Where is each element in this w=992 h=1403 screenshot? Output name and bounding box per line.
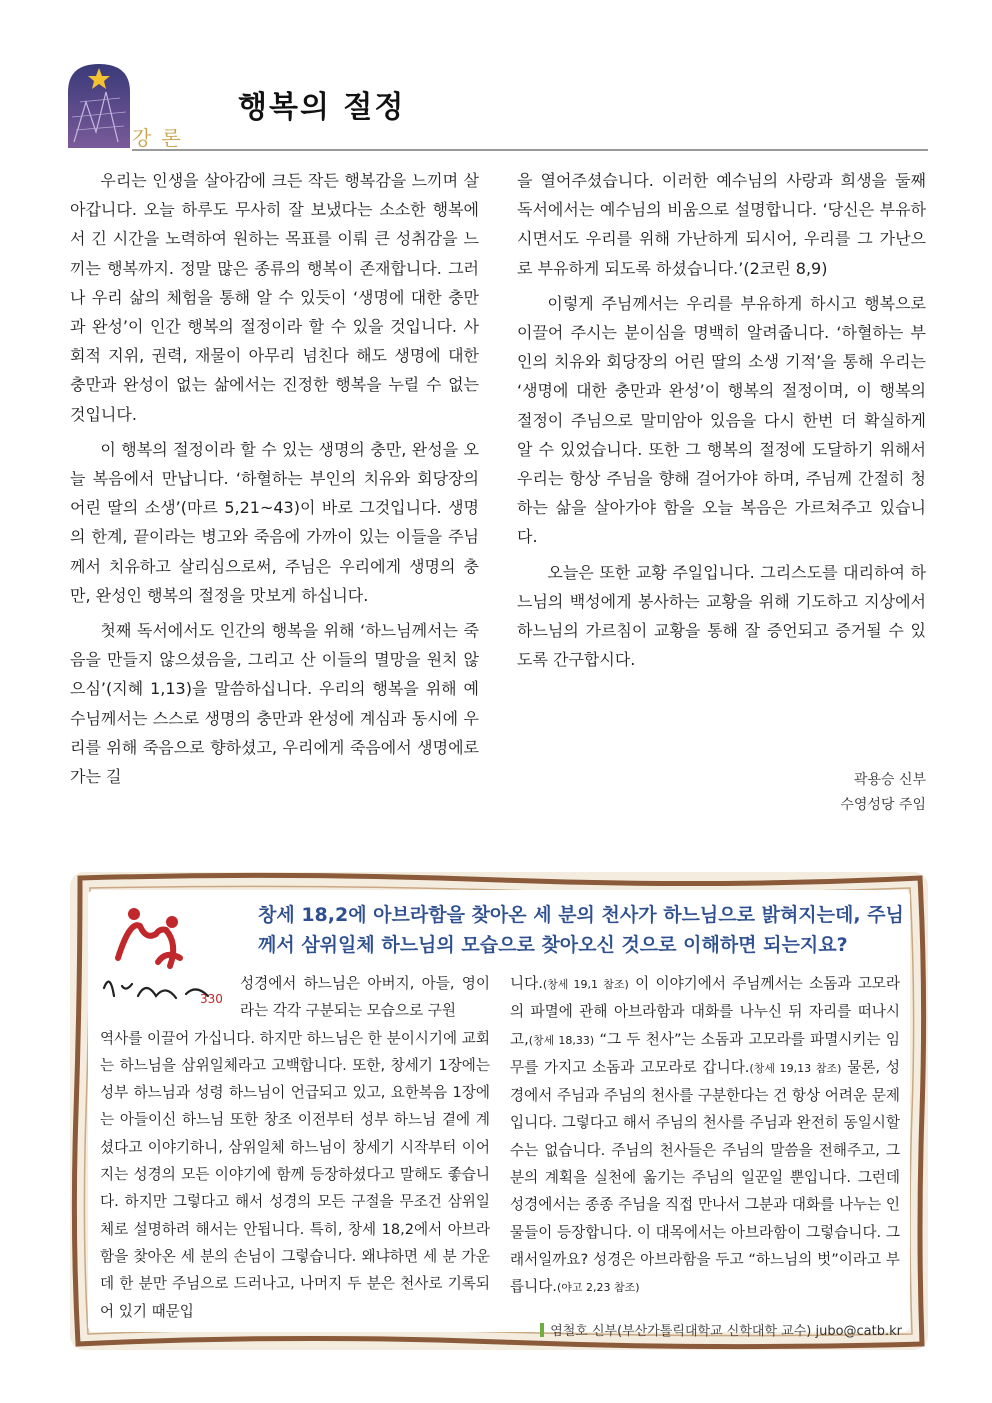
homily-right-column [517, 166, 926, 680]
signature-role: 수영성당 주임 [840, 797, 926, 813]
bible-reference: (창세 19,13 참조) [749, 1061, 842, 1075]
qa-author [540, 1320, 902, 1339]
bible-reference: (창세 18,33) [528, 1033, 595, 1047]
qa-answer-text: 역사를 이끌어 가십니다. 하지만 하느님은 한 분이시기에 교회는 하느님을 삼위일체라고 고백합니다. 또한, 창세기 1장에는 성부 하느님과 성령 하느님이 언급되고 있고, 요한복음 1장에는 아들이신 하느님 또한 창조 이전부터 성부 하느님 곁에 계셨다고 이야기하니, 삼위일체 하느님이 창세기 시작부터 이어지는 성경의 모든 이야기에 함께 등장하셨다고 말해도 좋습니다. 하지만 그렇다고 해서 성경의 모든 구절을 무조건 삼위일체로 설명하려 해서는 안됩니다. 특히, 창세 18,2에서 아브라함을 찾아온 세 분의 손님이 그렇습니다. 왜냐하면 세 분 가운데 한 분만 주님으로 드러나고, 나머지 두 분은 천사로 기록되어 있기 때문입 [100, 1029, 490, 1320]
page-title: 행복의 절정 [238, 90, 406, 125]
qa-answer-intro: 성경에서 하느님은 아버지, 아들, 영이라는 각각 구분되는 모습으로 구원 [240, 975, 490, 1020]
title-divider [132, 149, 928, 151]
qa-question: 창세 18,2에 아브라함을 찾아온 세 분의 천사가 하느님으로 밝혀지는데, 주님께서 삼위일체 하느님의 모습으로 찾아오신 것으로 이해하면 되는지요? [258, 904, 904, 956]
homily-paragraph: 오늘은 또한 교황 주일입니다. 그리스도를 대리하여 하느님의 백성에게 봉사하는 교황을 위해 기도하고 지상에서 하느님의 가르침이 교황을 통해 잘 증언되고 증거될 수 있도록 간구합시다. [517, 562, 926, 670]
homily-paragraph: 첫째 독서에서도 인간의 행복을 위해 ‘하느님께서는 죽음을 만들지 않으셨음을, 그리고 산 이들의 멸망을 원치 않으심’(지혜 1,13)을 말씀하십니다. 우리의 행복을 위해 예수님께서는 스스로 생명의 충만과 완성에 계심과 동시에 우리를 위해 죽음으로 향하셨고, 우리에게 죽음에서 생명에로 가는 길 [70, 621, 479, 787]
signature [840, 768, 926, 818]
section-label: 강론 [132, 126, 191, 150]
homily-paragraph: 이렇게 주님께서는 우리를 부유하게 하시고 행복으로 이끌어 주시는 분이심을 명백히 알려줍니다. ‘하혈하는 부인의 치유와 회당장의 어린 딸의 소생 기적’을 통해 우리는 ‘생명에 대한 충만과 완성’이 행복의 절정이며, 이 행복의 절정이 주님으로 말미암아 있음을 다시 한번 더 확실하게 알 수 있었습니다. 또한 그 행복의 절정에 도달하기 위해서 우리는 항상 주님을 향해 걸어가야 하며, 주님께 간절히 청하는 삶을 살아가야 함을 오늘 복음은 가르쳐주고 있습니다. [517, 293, 926, 547]
homily-paragraph: 을 열어주셨습니다. 이러한 예수님의 사랑과 희생을 둘째 독서에서는 예수님의 비움으로 설명합니다. ‘당신은 부유하시면서도 우리를 위해 가난하게 되시어, 우리를 그 가난으로 부유하게 되도록 하셨습니다.’(2코린 8,9) [517, 171, 926, 278]
qa-author-text: 염철호 신부(부산가톨릭대학교 신학대학 교수) jubo@catb.kr [550, 1324, 902, 1339]
stained-glass-logo-icon [66, 62, 132, 148]
bible-reference: (창세 19,1 참조) [542, 978, 629, 991]
homily-paragraph: 이 행복의 절정이라 할 수 있는 생명의 충만, 완성을 오늘 복음에서 만납니다. ‘하혈하는 부인의 치유와 회당장의 어린 딸의 소생’(마르 5,21~43)이 바로 그것입니다. 생명의 한계, 끝이라는 병고와 죽음에 가까이 있는 이들을 주님께서 치유하고 살리심으로써, 주님은 우리에게 생명의 충만, 완성인 행복의 절정을 맛보게 하십니다. [70, 439, 479, 605]
author-marker [540, 1323, 544, 1337]
homily-left-column [70, 166, 479, 797]
qa-answer-text: 이 이야기에서 주님께서는 소돔과 고모라의 파멸에 관해 아브라함과 대화를 나누신 뒤 자리를 떠나시고, [510, 975, 900, 1048]
homily-paragraph: 우리는 인생을 살아감에 크든 작든 행복감을 느끼며 살아갑니다. 오늘 하루도 무사히 잘 보냈다는 소소한 행복에서 긴 시간을 노력하여 원하는 목표를 이뤄 큰 성취감을 느끼는 행복까지. 정말 많은 종류의 행복이 존재합니다. 그러나 우리 삶의 체험을 통해 알 수 있듯이 ‘생명에 대한 충만과 완성’이 인간 행복의 절정이라 할 수 있을 것입니다. 사회적 지위, 권력, 재물이 아무리 넘친다 해도 생명에 대한 충만과 완성이 없는 삶에서는 진정한 행복을 누릴 수 없는 것입니다. [70, 171, 479, 424]
qa-answer-text: 니다. [510, 975, 543, 992]
qa-answer-right [510, 970, 900, 1302]
signature-name: 곽용승 신부 [853, 772, 926, 788]
qa-series-number: 330 [200, 992, 223, 1006]
qa-answer-text: “그 두 천사”는 소돔과 고모라를 파멸시키는 임무를 가지고 소돔과 고모라로 갑니다. [510, 1030, 900, 1076]
bible-reference: (야고 2,23 참조) [556, 1281, 640, 1295]
qa-answer-left [100, 970, 490, 1325]
qa-answer-text: 물론, 성경에서 주님과 주님의 천사를 구분한다는 건 항상 어려운 문제입니다. 그렇다고 해서 주님의 천사를 주님과 완전히 동일시할 수는 없습니다. 주님의 천사들은 주님의 말씀을 전해주고, 그분의 계획을 실천에 옮기는 주님의 일꾼일 뿐입니다. 그런데 성경에서는 종종 주님을 직접 만나서 그분과 대화를 나누는 인물들이 등장합니다. 이 대목에서는 아브라함이 그렇습니다. 그래서일까요? 성경은 아브라함을 두고 “하느님의 벗”이라고 부릅니다. [510, 1058, 900, 1296]
